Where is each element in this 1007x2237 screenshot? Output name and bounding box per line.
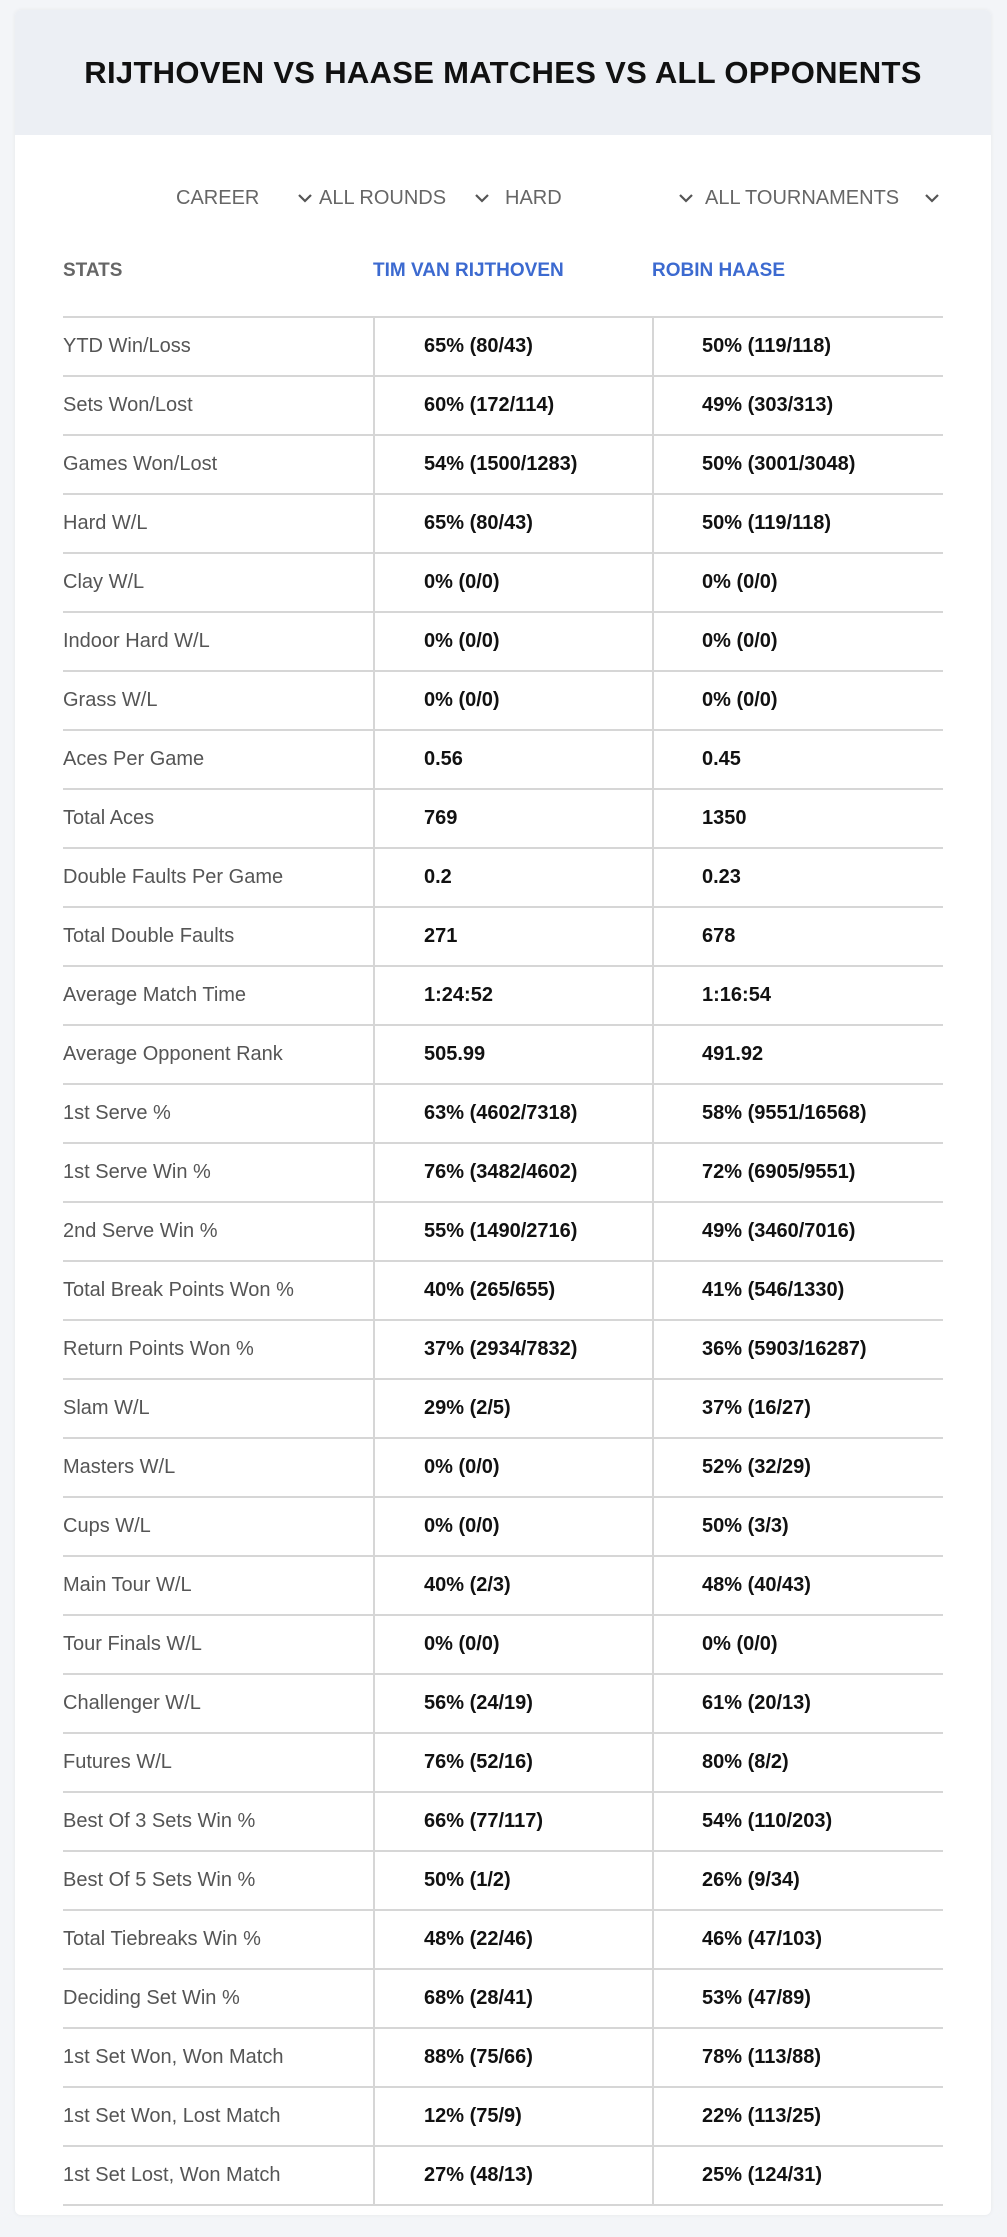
player2-stat-value: 58% (9551/16568) <box>652 1085 943 1142</box>
player2-stat-value: 0.45 <box>652 731 943 788</box>
stat-label: Average Opponent Rank <box>63 1043 283 1065</box>
player1-stat-value: 65% (80/43) <box>373 318 652 375</box>
table-row <box>63 790 943 849</box>
table-row <box>63 1793 943 1852</box>
table-row <box>63 1439 943 1498</box>
player2-stat-value: 50% (119/118) <box>652 318 943 375</box>
player1-stat-value: 0% (0/0) <box>373 672 652 729</box>
player2-stat-value: 49% (303/313) <box>652 377 943 434</box>
table-row <box>63 1734 943 1793</box>
stat-label: 1st Serve Win % <box>63 1161 211 1183</box>
page-title: RIJTHOVEN VS HAASE MATCHES VS ALL OPPONENTS <box>84 54 922 90</box>
stat-label: Double Faults Per Game <box>63 866 284 888</box>
stat-label: Clay W/L <box>63 571 145 593</box>
stat-label: Average Match Time <box>63 984 247 1006</box>
stat-label: Challenger W/L <box>63 1692 201 1714</box>
stat-label: 2nd Serve Win % <box>63 1220 218 1242</box>
player1-stat-value: 0% (0/0) <box>373 554 652 611</box>
stat-label: Masters W/L <box>63 1456 176 1478</box>
player1-stat-value: 76% (52/16) <box>373 1734 652 1791</box>
player1-stat-value: 0% (0/0) <box>373 613 652 670</box>
filter-bar <box>15 180 991 216</box>
period-select[interactable] <box>176 180 316 216</box>
player1-stat-value: 271 <box>373 908 652 965</box>
table-row <box>63 613 943 672</box>
player1-stat-value: 40% (2/3) <box>373 1557 652 1614</box>
stat-label: Deciding Set Win % <box>63 1987 240 2009</box>
table-row <box>63 554 943 613</box>
table-row <box>63 2029 943 2088</box>
table-row <box>63 1616 943 1675</box>
stat-label: 1st Serve % <box>63 1102 171 1124</box>
player2-stat-value: 491.92 <box>652 1026 943 1083</box>
player2-stat-value: 52% (32/29) <box>652 1439 943 1496</box>
player1-stat-value: 27% (48/13) <box>373 2147 652 2204</box>
table-row <box>63 672 943 731</box>
chevron-down-icon <box>294 187 316 209</box>
player1-stat-value: 37% (2934/7832) <box>373 1321 652 1378</box>
stat-label: Total Break Points Won % <box>63 1279 294 1301</box>
player2-stat-value: 78% (113/88) <box>652 2029 943 2086</box>
table-body <box>63 318 943 2206</box>
player2-stat-value: 25% (124/31) <box>652 2147 943 2204</box>
table-row <box>63 318 943 377</box>
player2-stat-value: 1:16:54 <box>652 967 943 1024</box>
stat-label: Return Points Won % <box>63 1338 254 1360</box>
player1-stat-value: 0% (0/0) <box>373 1439 652 1496</box>
table-row <box>63 2147 943 2206</box>
table-row <box>63 2088 943 2147</box>
table-header <box>63 236 943 318</box>
stat-label: Grass W/L <box>63 689 158 711</box>
player1-stat-value: 55% (1490/2716) <box>373 1203 652 1260</box>
stat-label: Indoor Hard W/L <box>63 630 210 652</box>
table-row <box>63 1911 943 1970</box>
stat-label: 1st Set Won, Won Match <box>63 2046 284 2068</box>
stat-label: Tour Finals W/L <box>63 1633 202 1655</box>
player1-stat-value: 29% (2/5) <box>373 1380 652 1437</box>
player1-stat-value: 63% (4602/7318) <box>373 1085 652 1142</box>
table-row <box>63 1498 943 1557</box>
player1-stat-value: 0.2 <box>373 849 652 906</box>
page-header <box>15 10 991 135</box>
player1-stat-value: 56% (24/19) <box>373 1675 652 1732</box>
table-row <box>63 1380 943 1439</box>
stat-label: Sets Won/Lost <box>63 394 193 416</box>
table-row <box>63 1144 943 1203</box>
stat-label: Hard W/L <box>63 512 148 534</box>
stat-label: Main Tour W/L <box>63 1574 192 1596</box>
table-row <box>63 495 943 554</box>
surface-select-value: HARD <box>505 186 562 209</box>
stat-label: Cups W/L <box>63 1515 151 1537</box>
table-row <box>63 1085 943 1144</box>
surface-select[interactable] <box>505 180 697 216</box>
player2-stat-value: 61% (20/13) <box>652 1675 943 1732</box>
player2-stat-value: 41% (546/1330) <box>652 1262 943 1319</box>
player1-stat-value: 505.99 <box>373 1026 652 1083</box>
stats-column-header: STATS <box>63 260 123 281</box>
stat-label: Total Aces <box>63 807 155 829</box>
player2-stat-value: 0.23 <box>652 849 943 906</box>
stat-label: Futures W/L <box>63 1751 172 1773</box>
table-row <box>63 1675 943 1734</box>
player2-stat-value: 37% (16/27) <box>652 1380 943 1437</box>
round-select[interactable] <box>319 180 493 216</box>
stat-label: Games Won/Lost <box>63 453 218 475</box>
player1-stat-value: 76% (3482/4602) <box>373 1144 652 1201</box>
player2-stat-value: 80% (8/2) <box>652 1734 943 1791</box>
tournament-select-value: ALL TOURNAMENTS <box>705 186 900 209</box>
player2-stat-value: 50% (3/3) <box>652 1498 943 1555</box>
stats-card <box>15 10 991 2215</box>
player1-stat-value: 1:24:52 <box>373 967 652 1024</box>
chevron-down-icon <box>471 187 493 209</box>
player1-stat-value: 54% (1500/1283) <box>373 436 652 493</box>
table-row <box>63 1262 943 1321</box>
player2-stat-value: 53% (47/89) <box>652 1970 943 2027</box>
table-row <box>63 1321 943 1380</box>
table-row <box>63 1852 943 1911</box>
tournament-select[interactable] <box>705 180 943 216</box>
player2-stat-value: 678 <box>652 908 943 965</box>
table-row <box>63 1557 943 1616</box>
stat-label: Best Of 5 Sets Win % <box>63 1869 256 1891</box>
stat-label: 1st Set Lost, Won Match <box>63 2164 281 2186</box>
player2-stat-value: 1350 <box>652 790 943 847</box>
player1-stat-value: 769 <box>373 790 652 847</box>
player1-stat-value: 65% (80/43) <box>373 495 652 552</box>
player2-stat-value: 49% (3460/7016) <box>652 1203 943 1260</box>
player2-stat-value: 54% (110/203) <box>652 1793 943 1850</box>
player2-stat-value: 26% (9/34) <box>652 1852 943 1909</box>
player1-stat-value: 48% (22/46) <box>373 1911 652 1968</box>
stat-label: Aces Per Game <box>63 748 205 770</box>
player2-stat-value: 72% (6905/9551) <box>652 1144 943 1201</box>
player1-stat-value: 12% (75/9) <box>373 2088 652 2145</box>
table-row <box>63 1203 943 1262</box>
stat-label: Total Tiebreaks Win % <box>63 1928 261 1950</box>
chevron-down-icon <box>675 187 697 209</box>
player2-stat-value: 0% (0/0) <box>652 672 943 729</box>
player2-stat-value: 0% (0/0) <box>652 1616 943 1673</box>
player2-stat-value: 50% (3001/3048) <box>652 436 943 493</box>
player2-stat-value: 0% (0/0) <box>652 613 943 670</box>
chevron-down-icon <box>921 187 943 209</box>
stat-label: 1st Set Won, Lost Match <box>63 2105 281 2127</box>
player1-stat-value: 88% (75/66) <box>373 2029 652 2086</box>
table-row <box>63 1026 943 1085</box>
table-row <box>63 1970 943 2029</box>
stat-label: Best Of 3 Sets Win % <box>63 1810 256 1832</box>
player1-column-header[interactable]: TIM VAN RIJTHOVEN <box>373 260 564 281</box>
stat-label: Slam W/L <box>63 1397 150 1419</box>
player1-stat-value: 0% (0/0) <box>373 1498 652 1555</box>
table-row <box>63 849 943 908</box>
table-row <box>63 908 943 967</box>
table-row <box>63 731 943 790</box>
player2-stat-value: 22% (113/25) <box>652 2088 943 2145</box>
player1-stat-value: 0% (0/0) <box>373 1616 652 1673</box>
player1-stat-value: 66% (77/117) <box>373 1793 652 1850</box>
player1-stat-value: 60% (172/114) <box>373 377 652 434</box>
player1-stat-value: 0.56 <box>373 731 652 788</box>
stat-label: YTD Win/Loss <box>63 335 191 357</box>
player1-stat-value: 40% (265/655) <box>373 1262 652 1319</box>
player2-stat-value: 46% (47/103) <box>652 1911 943 1968</box>
period-select-value: CAREER <box>176 186 260 209</box>
player2-stat-value: 48% (40/43) <box>652 1557 943 1614</box>
player2-stat-value: 36% (5903/16287) <box>652 1321 943 1378</box>
player2-stat-value: 0% (0/0) <box>652 554 943 611</box>
player2-stat-value: 50% (119/118) <box>652 495 943 552</box>
player1-stat-value: 50% (1/2) <box>373 1852 652 1909</box>
stat-label: Total Double Faults <box>63 925 235 947</box>
table-row <box>63 377 943 436</box>
stats-table <box>63 236 943 2206</box>
table-row <box>63 967 943 1026</box>
round-select-value: ALL ROUNDS <box>319 186 447 209</box>
player2-column-header[interactable]: ROBIN HAASE <box>652 260 786 281</box>
player1-stat-value: 68% (28/41) <box>373 1970 652 2027</box>
table-row <box>63 436 943 495</box>
